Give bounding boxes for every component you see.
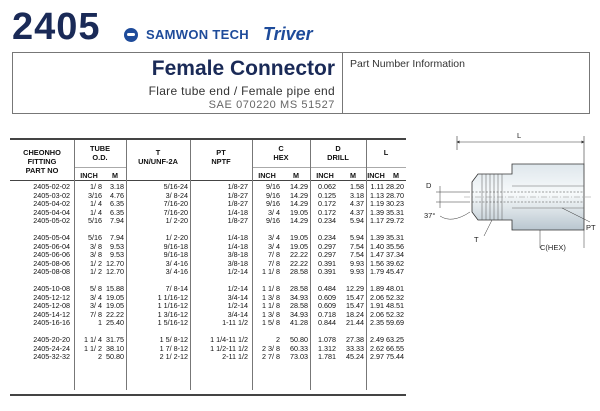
cell-d-m: 27.38 xyxy=(346,335,364,344)
header-part-no: CHEONHO FITTING PART NO xyxy=(23,148,61,175)
cell-d-inch: 0.297 xyxy=(318,241,336,251)
cell-c-m: 28.58 xyxy=(290,267,308,277)
cell-part-no: 2405-16-16 xyxy=(33,318,70,328)
cell-c-inch: 1 5/ 8 xyxy=(262,318,280,328)
cell-part-no: 2405-06-04 xyxy=(33,241,70,251)
cell-pt-thread: 1/8-27 xyxy=(227,216,248,226)
cell-c-inch: 3/ 4 xyxy=(268,233,280,242)
cell-tube-inch: 5/16 xyxy=(88,216,102,226)
cell-d-inch: 0.391 xyxy=(318,267,336,277)
header-tube-od: TUBE O.D. xyxy=(89,144,111,162)
cell-l-m: 63.25 xyxy=(386,335,404,344)
brand-samwon: SAMWON TECH xyxy=(146,27,249,42)
cell-pt-thread: 3/8-18 xyxy=(227,250,248,260)
cell-t-thread: 9/16-18 xyxy=(163,250,188,260)
cell-t-thread: 3/ 4-16 xyxy=(165,267,188,277)
cell-t-thread: 1 5/16-12 xyxy=(157,318,188,328)
table-row xyxy=(10,268,406,276)
header-l: L xyxy=(383,148,389,157)
cell-l-m: 37.34 xyxy=(386,250,404,260)
cell-l-inch: 2.06 xyxy=(370,292,384,302)
cell-l-inch: 2.35 xyxy=(370,318,384,328)
cell-c-inch: 7/ 8 xyxy=(268,250,280,260)
cell-tube-m: 12.70 xyxy=(106,258,124,268)
header-c-m: M xyxy=(293,171,299,180)
header-rule xyxy=(252,167,406,168)
cell-c-inch: 1 3/ 8 xyxy=(262,292,280,302)
cell-tube-inch: 3/ 8 xyxy=(90,241,102,251)
cell-tube-m: 15.88 xyxy=(106,284,124,293)
cell-t-thread: 1 3/16-12 xyxy=(157,309,188,319)
header-c-inch: INCH xyxy=(258,171,276,180)
cell-c-m: 22.22 xyxy=(290,258,308,268)
cell-t-thread: 7/16-20 xyxy=(163,199,188,209)
part-number-info-label: Part Number Information xyxy=(350,58,465,70)
cell-c-inch: 9/16 xyxy=(266,216,280,226)
product-subtitle: Flare tube end / Female pipe end xyxy=(148,84,335,98)
cell-l-m: 45.47 xyxy=(386,267,404,277)
cell-t-thread: 7/ 8-14 xyxy=(165,284,188,293)
cell-l-inch: 1.89 xyxy=(370,284,384,293)
cell-tube-inch: 5/ 8 xyxy=(90,284,102,293)
cell-pt-thread: 1/4-18 xyxy=(227,207,248,217)
header-l-m: M xyxy=(393,171,399,180)
cell-l-m: 52.32 xyxy=(386,309,404,319)
brand-triver: Triver xyxy=(262,24,313,44)
cell-l-m: 52.32 xyxy=(386,292,404,302)
header-tube-inch: INCH xyxy=(80,171,98,180)
cell-t-thread: 1/ 2-20 xyxy=(165,233,188,242)
cell-part-no: 2405-20-20 xyxy=(33,335,70,344)
cell-tube-inch: 1/ 4 xyxy=(90,207,102,217)
cell-pt-thread: 1 1/4-11 1/2 xyxy=(210,335,248,344)
cell-l-inch: 1.47 xyxy=(370,250,384,260)
cell-c-inch: 1 3/ 8 xyxy=(262,309,280,319)
cell-tube-inch: 1 1/ 2 xyxy=(84,343,102,353)
cell-d-inch: 1.078 xyxy=(318,335,336,344)
cell-tube-m: 6.35 xyxy=(110,199,124,209)
cell-c-inch: 3/ 4 xyxy=(268,207,280,217)
cell-part-no: 2405-24-24 xyxy=(33,343,70,353)
label-l: L xyxy=(517,131,522,140)
cell-l-inch: 1.79 xyxy=(370,267,384,277)
cell-c-m: 28.58 xyxy=(290,284,308,293)
header-d-inch: INCH xyxy=(316,171,334,180)
cell-c-inch: 1 1/ 8 xyxy=(262,284,280,293)
label-c-hex: C(HEX) xyxy=(540,243,566,252)
cell-t-thread: 5/16-24 xyxy=(163,182,188,191)
cell-tube-inch: 1/ 4 xyxy=(90,199,102,209)
cell-c-m: 34.93 xyxy=(290,309,308,319)
cell-part-no: 2405-02-02 xyxy=(33,182,70,191)
cell-d-inch: 0.234 xyxy=(318,233,336,242)
cell-d-m: 4.37 xyxy=(350,207,364,217)
cell-l-m: 35.56 xyxy=(386,241,404,251)
cell-part-no: 2405-12-12 xyxy=(33,292,70,302)
cell-c-m: 19.05 xyxy=(290,233,308,242)
cell-t-thread: 9/16-18 xyxy=(163,241,188,251)
cell-d-inch: 0.234 xyxy=(318,216,336,226)
cell-d-m: 7.54 xyxy=(350,250,364,260)
cell-d-inch: 1.312 xyxy=(318,343,336,353)
cell-tube-inch: 5/16 xyxy=(88,233,102,242)
cell-c-m: 14.29 xyxy=(290,182,308,191)
spec-table xyxy=(10,138,406,396)
cell-d-m: 1.58 xyxy=(350,182,364,191)
cell-pt-thread: 1/4-18 xyxy=(227,233,248,242)
cell-part-no: 2405-08-06 xyxy=(33,258,70,268)
cell-c-m: 50.80 xyxy=(290,335,308,344)
cell-d-inch: 0.172 xyxy=(318,199,336,209)
cell-l-inch: 2.97 xyxy=(370,352,384,362)
cell-d-inch: 0.125 xyxy=(318,190,336,200)
header-pt: PT NPTF xyxy=(211,148,231,166)
header-t: T UN/UNF-2A xyxy=(138,148,178,166)
cell-l-inch: 1.39 xyxy=(370,233,384,242)
cell-c-m: 41.28 xyxy=(290,318,308,328)
cell-tube-m: 38.10 xyxy=(106,343,124,353)
cell-c-m: 19.05 xyxy=(290,207,308,217)
cell-d-m: 21.44 xyxy=(346,318,364,328)
cell-t-thread: 1/ 2-20 xyxy=(165,216,188,226)
cell-l-m: 66.55 xyxy=(386,343,404,353)
cell-tube-inch: 3/ 4 xyxy=(90,301,102,311)
cell-t-thread: 1 1/16-12 xyxy=(157,292,188,302)
cell-l-inch: 1.19 xyxy=(370,199,384,209)
cell-pt-thread: 1/8-27 xyxy=(227,190,248,200)
product-standards: SAE 070220 MS 51527 xyxy=(208,99,335,111)
cell-c-m: 19.05 xyxy=(290,241,308,251)
cell-tube-m: 25.40 xyxy=(106,318,124,328)
header-d-m: M xyxy=(350,171,356,180)
header-d: D DRILL xyxy=(327,144,349,162)
cell-d-m: 15.47 xyxy=(346,292,364,302)
cell-d-inch: 0.609 xyxy=(318,292,336,302)
cell-t-thread: 3/ 8-24 xyxy=(165,190,188,200)
cell-l-m: 48.01 xyxy=(386,284,404,293)
cell-d-inch: 0.844 xyxy=(318,318,336,328)
cell-l-m: 35.31 xyxy=(386,233,404,242)
cell-l-inch: 2.49 xyxy=(370,335,384,344)
cell-pt-thread: 1 1/2-11 1/2 xyxy=(210,343,248,353)
cell-d-inch: 0.609 xyxy=(318,301,336,311)
cell-part-no: 2405-08-08 xyxy=(33,267,70,277)
header-rule xyxy=(74,167,126,168)
cell-part-no: 2405-06-06 xyxy=(33,250,70,260)
table-row xyxy=(10,319,406,327)
cell-l-inch: 1.13 xyxy=(370,190,384,200)
cell-tube-inch: 3/ 8 xyxy=(90,250,102,260)
cell-c-inch: 9/16 xyxy=(266,190,280,200)
cell-d-m: 15.47 xyxy=(346,301,364,311)
cell-l-m: 75.44 xyxy=(386,352,404,362)
cell-tube-m: 50.80 xyxy=(106,352,124,362)
cell-pt-thread: 1/4-18 xyxy=(227,241,248,251)
table-row xyxy=(10,353,406,361)
cell-c-inch: 3/ 4 xyxy=(268,241,280,251)
cell-d-m: 4.37 xyxy=(350,199,364,209)
cell-d-m: 12.29 xyxy=(346,284,364,293)
cell-pt-thread: 1-11 1/2 xyxy=(222,318,248,328)
table-header xyxy=(10,140,406,181)
label-t: T xyxy=(474,235,479,244)
cell-l-m: 39.62 xyxy=(386,258,404,268)
cell-c-m: 34.93 xyxy=(290,292,308,302)
part-number-info-box xyxy=(342,52,590,114)
cell-pt-thread: 3/4-14 xyxy=(227,309,248,319)
cell-tube-m: 12.70 xyxy=(106,267,124,277)
cell-d-m: 18.24 xyxy=(346,309,364,319)
cell-part-no: 2405-04-04 xyxy=(33,207,70,217)
cell-part-no: 2405-10-08 xyxy=(33,284,70,293)
cell-part-no: 2405-04-02 xyxy=(33,199,70,209)
samwon-logo-icon xyxy=(124,28,138,42)
cell-d-inch: 0.297 xyxy=(318,250,336,260)
cell-d-m: 9.93 xyxy=(350,258,364,268)
cell-t-thread: 1 1/16-12 xyxy=(157,301,188,311)
table-row xyxy=(10,217,406,225)
cell-part-no: 2405-12-08 xyxy=(33,301,70,311)
cell-tube-m: 3.18 xyxy=(110,182,124,191)
cell-tube-m: 19.05 xyxy=(106,292,124,302)
cell-c-inch: 2 7/ 8 xyxy=(262,352,280,362)
cell-pt-thread: 3/4-14 xyxy=(227,292,248,302)
cell-c-m: 22.22 xyxy=(290,250,308,260)
cell-c-inch: 9/16 xyxy=(266,199,280,209)
cell-l-m: 28.20 xyxy=(386,182,404,191)
cell-d-inch: 1.781 xyxy=(318,352,336,362)
label-angle: 37° xyxy=(424,211,436,220)
fitting-drawing xyxy=(412,128,600,268)
cell-l-m: 48.51 xyxy=(386,301,404,311)
cell-tube-inch: 3/ 4 xyxy=(90,292,102,302)
cell-l-m: 35.31 xyxy=(386,207,404,217)
cell-t-thread: 2 1/ 2-12 xyxy=(159,352,188,362)
cell-l-inch: 1.56 xyxy=(370,258,384,268)
cell-l-m: 29.72 xyxy=(386,216,404,226)
cell-c-inch: 9/16 xyxy=(266,182,280,191)
cell-part-no: 2405-05-04 xyxy=(33,233,70,242)
cell-d-inch: 0.172 xyxy=(318,207,336,217)
cell-d-m: 3.18 xyxy=(350,190,364,200)
cell-pt-thread: 1/8-27 xyxy=(227,182,248,191)
cell-c-inch: 7/ 8 xyxy=(268,258,280,268)
cell-l-inch: 1.39 xyxy=(370,207,384,217)
cell-pt-thread: 1/2-14 xyxy=(227,301,248,311)
header-tube-m: M xyxy=(112,171,118,180)
label-d: D xyxy=(426,181,432,190)
cell-part-no: 2405-14-12 xyxy=(33,309,70,319)
cell-part-no: 2405-05-02 xyxy=(33,216,70,226)
cell-pt-thread: 1/2-14 xyxy=(227,267,248,277)
header-c: C HEX xyxy=(273,144,289,162)
cell-c-m: 14.29 xyxy=(290,216,308,226)
cell-tube-inch: 2 xyxy=(98,352,102,362)
cell-l-inch: 2.06 xyxy=(370,309,384,319)
cell-tube-m: 19.05 xyxy=(106,301,124,311)
cell-c-m: 28.58 xyxy=(290,301,308,311)
cell-tube-m: 6.35 xyxy=(110,207,124,217)
cell-d-m: 7.54 xyxy=(350,241,364,251)
cell-l-m: 28.70 xyxy=(386,190,404,200)
cell-d-m: 9.93 xyxy=(350,267,364,277)
cell-tube-inch: 3/16 xyxy=(88,190,102,200)
brand-logos xyxy=(124,24,313,45)
cell-tube-inch: 1/ 2 xyxy=(90,258,102,268)
cell-l-m: 30.23 xyxy=(386,199,404,209)
cell-tube-inch: 1/ 8 xyxy=(90,182,102,191)
cell-l-m: 59.69 xyxy=(386,318,404,328)
product-code: 2405 xyxy=(12,6,101,48)
cell-t-thread: 3/ 4-16 xyxy=(165,258,188,268)
cell-d-m: 33.33 xyxy=(346,343,364,353)
cell-c-inch: 1 1/ 8 xyxy=(262,267,280,277)
cell-c-inch: 1 1/ 8 xyxy=(262,301,280,311)
cell-tube-inch: 7/ 8 xyxy=(90,309,102,319)
cell-pt-thread: 3/8-18 xyxy=(227,258,248,268)
cell-tube-m: 7.94 xyxy=(110,233,124,242)
cell-l-inch: 1.17 xyxy=(370,216,384,226)
cell-c-m: 14.29 xyxy=(290,199,308,209)
cell-t-thread: 1 5/ 8-12 xyxy=(159,335,188,344)
cell-l-inch: 2.62 xyxy=(370,343,384,353)
cell-pt-thread: 1/2-14 xyxy=(227,284,248,293)
cell-part-no: 2405-32-32 xyxy=(33,352,70,362)
cell-d-inch: 0.062 xyxy=(318,182,336,191)
cell-d-inch: 0.484 xyxy=(318,284,336,293)
cell-pt-thread: 1/8-27 xyxy=(227,199,248,209)
cell-tube-m: 22.22 xyxy=(106,309,124,319)
cell-d-inch: 0.718 xyxy=(318,309,336,319)
cell-l-inch: 1.40 xyxy=(370,241,384,251)
cell-d-m: 5.94 xyxy=(350,216,364,226)
cell-tube-m: 31.75 xyxy=(106,335,124,344)
cell-tube-inch: 1 1/ 4 xyxy=(84,335,102,344)
cell-l-inch: 1.91 xyxy=(370,301,384,311)
cell-c-m: 14.29 xyxy=(290,190,308,200)
cell-d-inch: 0.391 xyxy=(318,258,336,268)
cell-tube-m: 4.76 xyxy=(110,190,124,200)
cell-t-thread: 7/16-20 xyxy=(163,207,188,217)
cell-tube-inch: 1/ 2 xyxy=(90,267,102,277)
cell-tube-inch: 1 xyxy=(98,318,102,328)
cell-l-inch: 1.11 xyxy=(370,182,384,191)
label-pt: PT xyxy=(586,223,596,232)
cell-d-m: 45.24 xyxy=(346,352,364,362)
cell-c-m: 73.03 xyxy=(290,352,308,362)
cell-tube-m: 7.94 xyxy=(110,216,124,226)
cell-part-no: 2405-03-02 xyxy=(33,190,70,200)
cell-d-m: 5.94 xyxy=(350,233,364,242)
cell-t-thread: 1 7/ 8-12 xyxy=(159,343,188,353)
cell-tube-m: 9.53 xyxy=(110,250,124,260)
product-title: Female Connector xyxy=(151,57,335,80)
title-box xyxy=(12,52,343,114)
cell-c-inch: 2 3/ 8 xyxy=(262,343,280,353)
cell-tube-m: 9.53 xyxy=(110,241,124,251)
cell-pt-thread: 2-11 1/2 xyxy=(222,352,248,362)
header-l-inch: INCH xyxy=(367,171,385,180)
cell-c-inch: 2 xyxy=(276,335,280,344)
cell-c-m: 60.33 xyxy=(290,343,308,353)
